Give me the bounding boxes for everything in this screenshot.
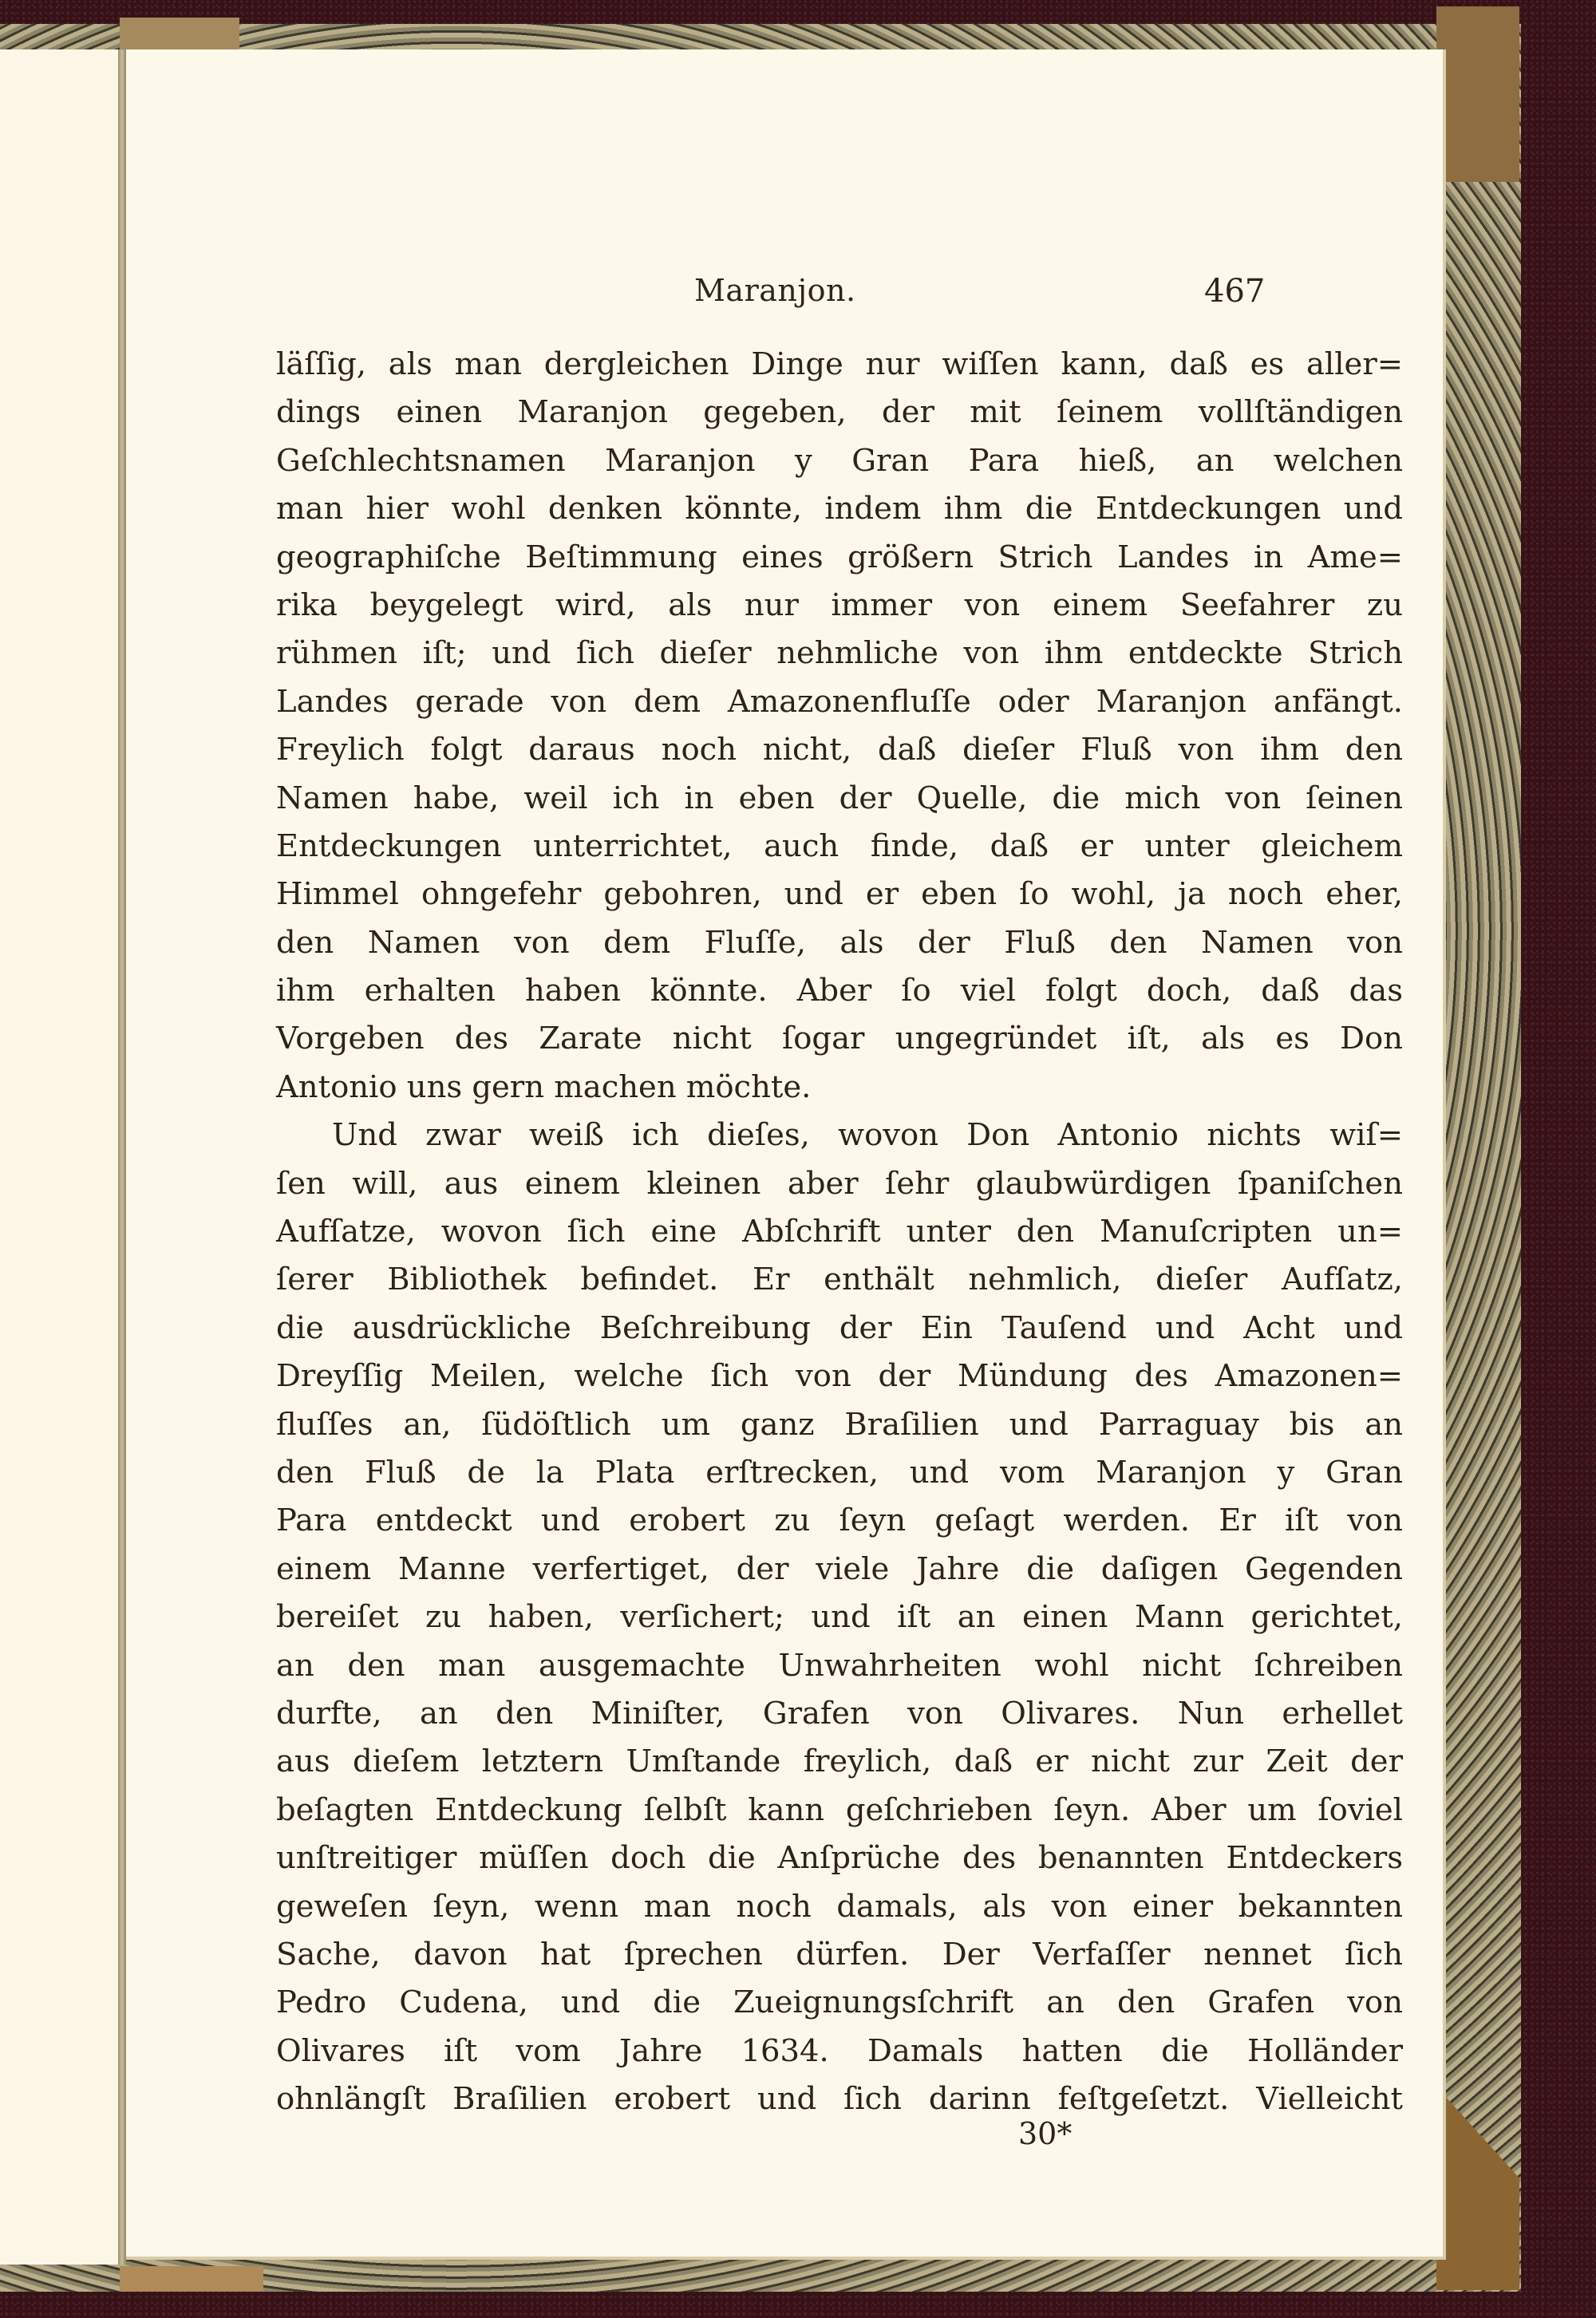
text-line: Dreyſſig Meilen, welche ſich von der Mündung des Amazonen= [276,1358,1403,1395]
text-line: bereiſet zu haben, verſichert; und iſt an einen Mann gerichtet, [276,1599,1403,1636]
text-line: Landes gerade von dem Amazonenfluſſe oder Maranjon anfängt. [276,683,1403,720]
running-title: Maranjon. [694,273,856,308]
text-line: ohnlängſt Braſilien erobert und ſich darinn feſtgeſetzt. Vielleicht [276,2081,1403,2118]
text-line: Freylich folgt daraus noch nicht, daß dieſer Fluß von ihm den [276,732,1403,768]
binding-corner-top-left [120,18,239,49]
text-line: Para entdeckt und erobert zu ſeyn geſagt werden. Er iſt von [276,1503,1403,1539]
text-line: Pedro Cudena, und die Zueignungsſchrift an den Grafen von [276,1984,1403,2021]
book-gutter [118,49,126,2265]
text-line: ihm erhalten haben könnte. Aber ſo viel folgt doch, daß das [276,973,1403,1009]
text-line: Antonio uns gern machen möchte. [276,1068,812,1105]
text-line: Sache, davon hat ſprechen dürfen. Der Verfaſſer nennet ſich [276,1936,1403,1972]
text-line: man hier wohl denken könnte, indem ihm die Entdeckungen und [276,491,1403,527]
text-line: Geſchlechtsnamen Maranjon y Gran Para hieß, an welchen [276,442,1403,479]
text-line: an den man ausgemachte Unwahrheiten wohl nicht ſchreiben [276,1647,1403,1684]
book-page [126,49,1446,2260]
text-line: geweſen ſeyn, wenn man noch damals, als von einer bekannten [276,1888,1403,1925]
text-line: rühmen iſt; und ſich dieſer nehmliche von ihm entdeckte Strich [276,635,1403,672]
text-line: den Namen von dem Fluſſe, als der Fluß den Namen von [276,924,1403,961]
text-line: rika beygelegt wird, als nur immer von einem Seefahrer zu [276,586,1403,623]
text-line: geographiſche Beſtimmung eines größern Strich Landes in Ame= [276,539,1403,575]
text-line: dings einen Maranjon gegeben, der mit ſeinem vollſtändigen [276,394,1403,431]
text-line: Himmel ohngefehr gebohren, und er eben ſo wohl, ja noch eher, [276,876,1403,913]
text-line: ſen will, aus einem kleinen aber ſehr glaubwürdigen ſpaniſchen [276,1165,1403,1202]
text-line: unſtreitiger müſſen doch die Anſprüche des benannten Entdeckers [276,1840,1403,1877]
signature-mark: 30* [1018,2116,1073,2151]
text-line: durfte, an den Miniſter, Grafen von Olivares. Nun erhellet [276,1695,1403,1732]
page-header [126,273,1446,321]
text-line-paragraph-start: Und zwar weiß ich dieſes, wovon Don Antonio nichts wiſ= [332,1117,1403,1154]
text-line: die ausdrückliche Beſchreibung der Ein Tauſend und Acht und [276,1309,1403,1346]
text-line: läſſig, als man dergleichen Dinge nur wiſſen kann, daß es aller= [276,346,1403,382]
page-number: 467 [1204,273,1266,310]
text-line: einem Manne verfertiget, der viele Jahre die daſigen Gegenden [276,1550,1403,1587]
binding-corner-top-right [1436,6,1519,182]
text-line: ſerer Bibliothek befindet. Er enthält nehmlich, dieſer Aufſatz, [276,1262,1403,1298]
body-text [276,341,1403,2123]
text-line: beſagten Entdeckung ſelbſt kann geſchrieben ſeyn. Aber um ſoviel [276,1791,1403,1828]
text-line: Aufſatze, wovon ſich eine Abſchrift unter den Manuſcripten un= [276,1214,1403,1250]
text-line: den Fluß de la Plata erſtrecken, und vom Maranjon y Gran [276,1454,1403,1491]
text-line: aus dieſem letztern Umſtande freylich, daß er nicht zur Zeit der [276,1743,1403,1780]
text-line: fluſſes an, ſüdöſtlich um ganz Braſilien und Parraguay bis an [276,1406,1403,1443]
binding-corner-bottom-left [120,2266,263,2292]
facing-page-edge [0,49,118,2265]
text-line: Olivares iſt vom Jahre 1634. Damals hatten die Holländer [276,2032,1403,2069]
text-line: Namen habe, weil ich in eben der Quelle, die mich von ſeinen [276,780,1403,816]
text-line: Entdeckungen unterrichtet, auch finde, daß er unter gleichem [276,827,1403,864]
text-line: Vorgeben des Zarate nicht ſogar ungegründet iſt, als es Don [276,1021,1403,1057]
